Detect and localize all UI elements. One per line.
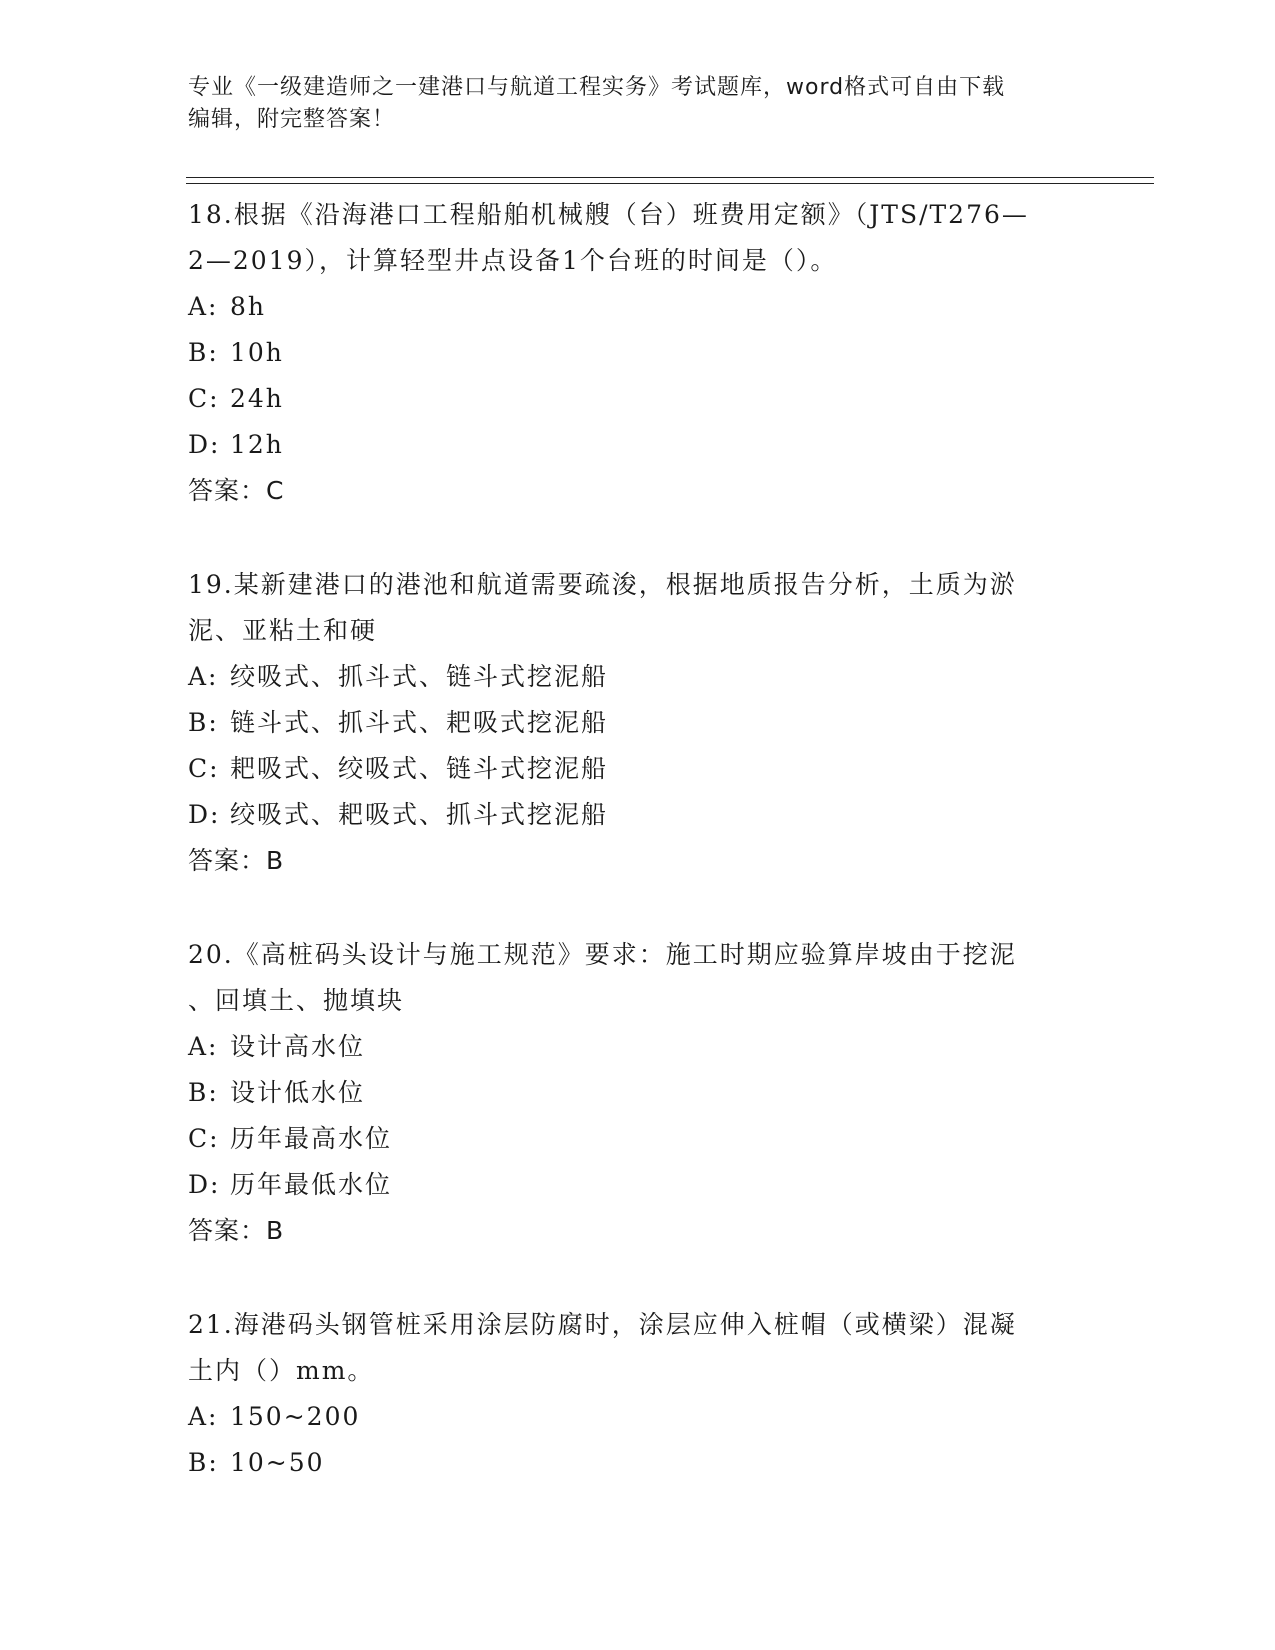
option-a bbox=[188, 654, 1088, 700]
question-18 bbox=[188, 190, 1088, 514]
option-text: 8h bbox=[230, 292, 267, 321]
question-text bbox=[188, 930, 1088, 1024]
question-text-line: 18.根据《沿海港口工程船舶机械艘（台）班费用定额》（JTS/T276— bbox=[188, 200, 1029, 229]
option-d bbox=[188, 1162, 1088, 1208]
option-c bbox=[188, 1116, 1088, 1162]
option-text: 链斗式、抓斗式、耙吸式挖泥船 bbox=[230, 708, 609, 737]
question-list bbox=[188, 190, 1088, 1486]
option-letter: A: bbox=[188, 1402, 219, 1431]
option-letter: D: bbox=[188, 800, 221, 829]
option-d bbox=[188, 422, 1088, 468]
option-text: 历年最低水位 bbox=[230, 1170, 393, 1199]
question-text-line: 21.海港码头钢管桩采用涂层防腐时，涂层应伸入桩帽（或横梁）混凝 bbox=[188, 1310, 1017, 1339]
option-letter: B: bbox=[188, 1448, 219, 1477]
option-letter: B: bbox=[188, 708, 219, 737]
option-b bbox=[188, 330, 1088, 376]
option-text: 12h bbox=[230, 430, 284, 459]
option-a bbox=[188, 1024, 1088, 1070]
question-text bbox=[188, 560, 1088, 654]
spacer bbox=[188, 884, 1088, 930]
header-line-2: 编辑，附完整答案！ bbox=[188, 107, 396, 132]
question-text bbox=[188, 190, 1088, 284]
question-text-line: 20.《高桩码头设计与施工规范》要求：施工时期应验算岸坡由于挖泥 bbox=[188, 940, 1017, 969]
question-19 bbox=[188, 560, 1088, 884]
option-letter: A: bbox=[188, 292, 219, 321]
option-letter: C: bbox=[188, 754, 220, 783]
option-a bbox=[188, 284, 1088, 330]
option-text: 设计低水位 bbox=[230, 1078, 366, 1107]
question-text-line: 、回填土、抛填块 bbox=[188, 986, 405, 1015]
answer: 答案：C bbox=[188, 476, 285, 505]
option-letter: A: bbox=[188, 1032, 219, 1061]
question-text-line: 2—2019），计算轻型井点设备1个台班的时间是（）。 bbox=[188, 246, 838, 275]
option-text: 10~50 bbox=[230, 1448, 325, 1477]
option-letter: D: bbox=[188, 430, 221, 459]
option-letter: A: bbox=[188, 662, 219, 691]
document-header bbox=[188, 72, 1068, 136]
option-text: 设计高水位 bbox=[230, 1032, 366, 1061]
answer: 答案：B bbox=[188, 1216, 285, 1245]
option-letter: C: bbox=[188, 384, 220, 413]
option-letter: B: bbox=[188, 1078, 219, 1107]
option-text: 10h bbox=[230, 338, 284, 367]
question-text-line: 19.某新建港口的港池和航道需要疏浚，根据地质报告分析，土质为淤 bbox=[188, 570, 1017, 599]
option-d bbox=[188, 792, 1088, 838]
header-line-1: 专业《一级建造师之一建港口与航道工程实务》考试题库，word格式可自由下载 bbox=[188, 75, 1006, 100]
option-b bbox=[188, 700, 1088, 746]
header-divider-bottom bbox=[186, 183, 1154, 184]
spacer bbox=[188, 514, 1088, 560]
question-text-line: 土内（）mm。 bbox=[188, 1356, 375, 1385]
header-divider-top bbox=[186, 177, 1154, 178]
question-text bbox=[188, 1300, 1088, 1394]
option-a bbox=[188, 1394, 1088, 1440]
question-text-line: 泥、亚粘土和硬 bbox=[188, 616, 378, 645]
option-b bbox=[188, 1440, 1088, 1486]
option-text: 150~200 bbox=[230, 1402, 361, 1431]
option-b bbox=[188, 1070, 1088, 1116]
option-text: 绞吸式、抓斗式、链斗式挖泥船 bbox=[230, 662, 609, 691]
option-c bbox=[188, 746, 1088, 792]
question-21 bbox=[188, 1300, 1088, 1486]
option-text: 历年最高水位 bbox=[230, 1124, 393, 1153]
option-letter: C: bbox=[188, 1124, 220, 1153]
answer: 答案：B bbox=[188, 846, 285, 875]
option-letter: B: bbox=[188, 338, 219, 367]
option-letter: D: bbox=[188, 1170, 221, 1199]
option-text: 绞吸式、耙吸式、抓斗式挖泥船 bbox=[230, 800, 609, 829]
spacer bbox=[188, 1254, 1088, 1300]
question-20 bbox=[188, 930, 1088, 1254]
option-text: 24h bbox=[230, 384, 284, 413]
option-c bbox=[188, 376, 1088, 422]
option-text: 耙吸式、绞吸式、链斗式挖泥船 bbox=[230, 754, 609, 783]
